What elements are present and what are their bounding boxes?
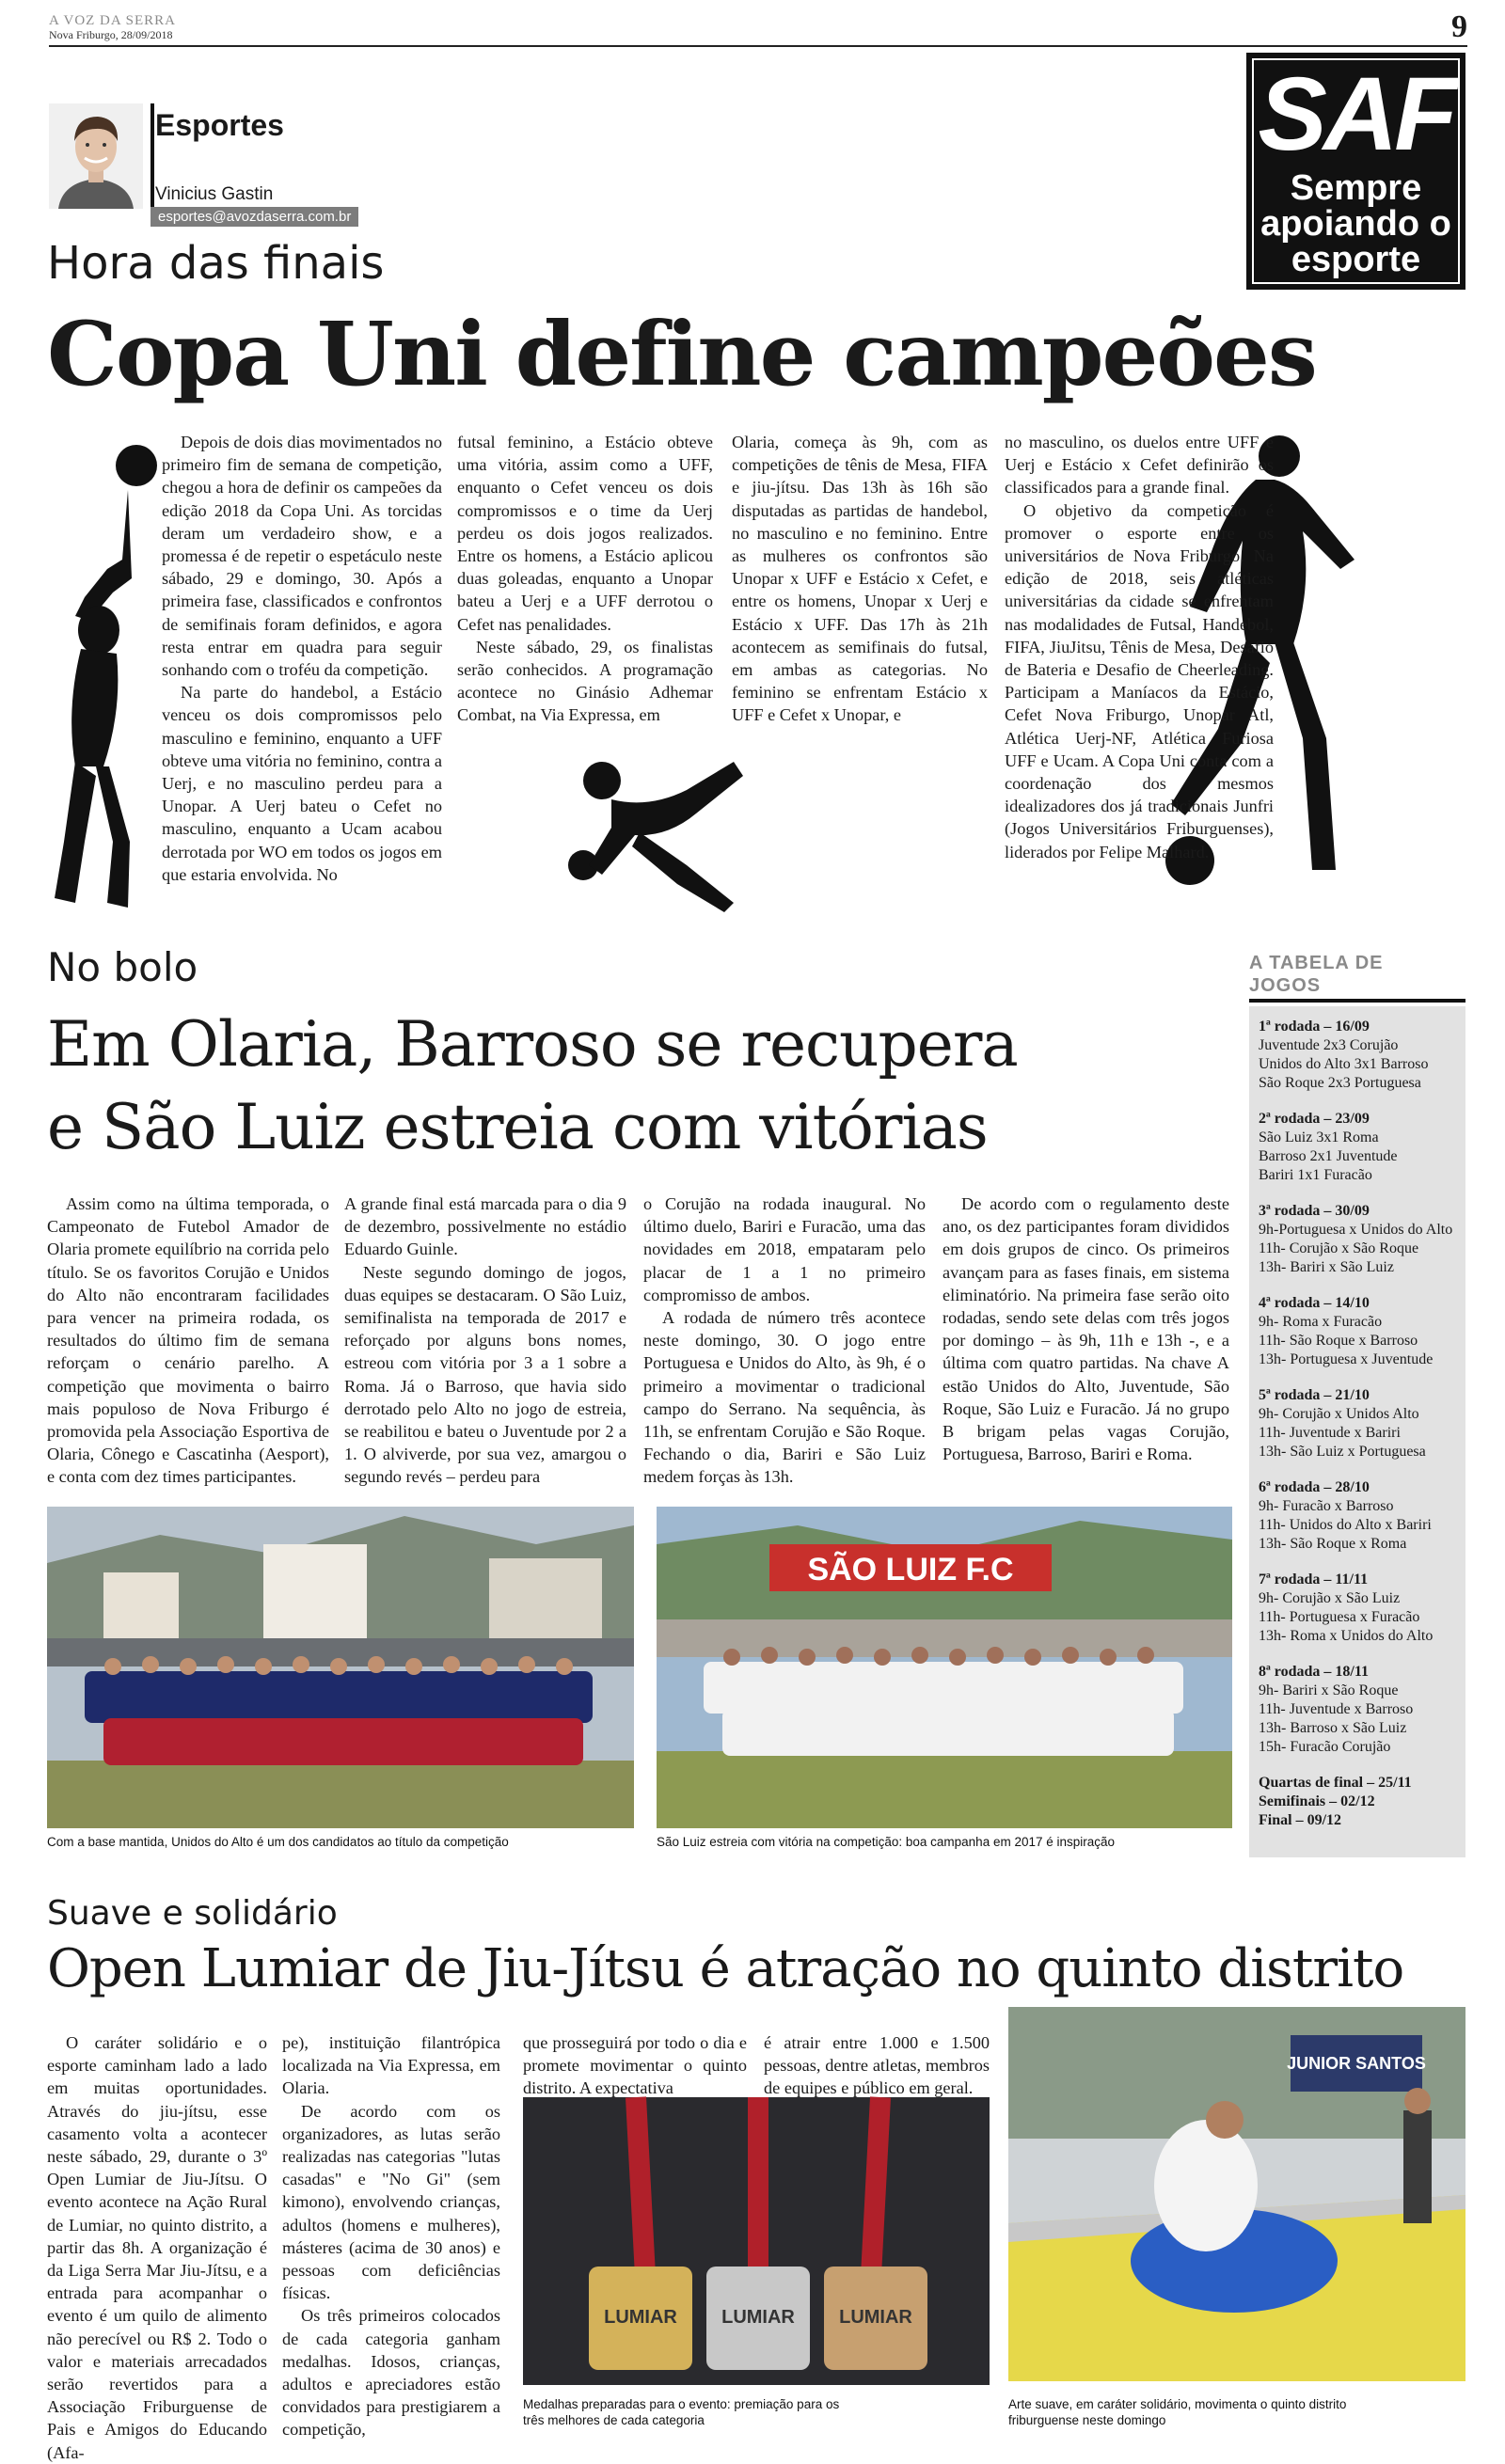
- schedule-table: [1249, 1006, 1465, 1857]
- round-game: 13h- São Luiz x Portuguesa: [1259, 1444, 1426, 1460]
- jiu-jitsu-photo: [1008, 2007, 1465, 2381]
- medals-caption: [523, 2396, 990, 2428]
- schedule-round: [1259, 1294, 1456, 1369]
- story3-paragraph: De acordo com os organizadores, as lutas serão realizadas nas categorias "lutas casadas" e "No Gi" (sem kimono), envolvendo crianças, adultos (homens e mulheres), másteres (acima de 30 anos) e pessoas com deficiências físicas.: [282, 2101, 500, 2303]
- story2-headline-line2: e São Luiz estreia com vitórias: [47, 1091, 988, 1163]
- author-email[interactable]: esportes@avozdaserra.com.br: [150, 207, 358, 227]
- schedule-title-line2: JOGOS: [1249, 975, 1322, 996]
- round-game: 9h- Corujão x São Luiz: [1259, 1590, 1401, 1606]
- medal-gold-text: LUMIAR: [604, 2307, 677, 2328]
- story2-paragraph: De acordo com o regulamento deste ano, os dez participantes foram divididos em dois grupos de cinco. Os primeiros avançam para as fases finais, em sistema eliminatório. Na primeira fase serão oito rodadas, sendo sete delas com três jogos por domingo – às 9h, 11h e 13h -, e a última com quatro partidas. Na chave A estão Unidos do Alto, Juventude, São Roque, São Luiz e Furacão. Já no grupo B brigam pelas vagas Corujão, Portuguesa, Barroso, Bariri e Roma.: [943, 1194, 1229, 1464]
- round-header: 3ª rodada – 30/09: [1259, 1203, 1370, 1219]
- story1-paragraph: Neste sábado, 29, os finalistas serão conhecidos. A programação acontece no Ginásio Adhemar Combat, na Via Expressa, em: [457, 637, 713, 725]
- story1-kicker: Hora das finais: [47, 237, 385, 290]
- medal-bronze-text: LUMIAR: [839, 2307, 912, 2328]
- medals-photo: [523, 2097, 990, 2385]
- story2-column-1: [47, 1193, 329, 1489]
- schedule-rule: [1249, 999, 1465, 1003]
- story2-paragraph: o Corujão na rodada inaugural. No último duelo, Bariri e Furacão, uma das novidades em 2018, empataram pelo placar de 1 a 1 no primeiro compromisso de ambos.: [643, 1194, 926, 1304]
- round-game: 15h- Furacão Corujão: [1259, 1739, 1391, 1755]
- round-game: 11h- Portuguesa x Furacão: [1259, 1609, 1420, 1625]
- schedule-round: [1259, 1663, 1456, 1757]
- round-game: 11h- Corujão x São Roque: [1259, 1240, 1419, 1256]
- story1-column-2: [457, 431, 713, 727]
- story3-headline: Open Lumiar de Jiu-Jítsu é atração no quinto distrito: [47, 1938, 1404, 1999]
- finals-item: Semifinais – 02/12: [1259, 1793, 1375, 1809]
- round-game: São Roque 2x3 Portuguesa: [1259, 1075, 1421, 1091]
- round-game: 11h- Juventude x Bariri: [1259, 1425, 1401, 1441]
- team-photo-sao-luiz: [657, 1507, 1232, 1828]
- schedule-round: [1259, 1478, 1456, 1554]
- story3-paragraph: O caráter solidário e o esporte caminham lado a lado em muitas oportunidades. Através do jiu-jítsu, esse casamento volta a acontecer neste sábado, 29, durante o 3º Open Lumiar de Jiu-Jítsu. O evento acontece na Ação Rural de Lumiar, no quinto distrito, a partir das 8h. A organização é da Liga Serra Mar Jiu-Jítsu, e a entrada para acompanhar o evento é um quilo de alimento não perecível ou R$ 2. Todo o valor e materiais arrecadados serão revertidos para a Associação Friburguense de Pais e Amigos do Educando (Afa-: [47, 2033, 267, 2462]
- story2-paragraph: Assim como na última temporada, o Campeonato de Futebol Amador de Olaria promete equilíbrio na corrida pelo título. Se os favoritos Corujão e Unidos do Alto não encontraram facilidades para vencer na primeira rodada, os resultados do último fim de semana reforçam o cenário parelho. A competição que movimenta o bairro mais populoso de Nova Friburgo é promovida pela Associação Esportiva de Olaria, Cônego e Cascatinha (Aesport), e conta com dez times participantes.: [47, 1194, 329, 1487]
- round-game: 9h- Bariri x São Roque: [1259, 1682, 1399, 1698]
- story1-paragraph: Na parte do handebol, a Estácio venceu os dois compromissos pelo masculino e feminino, enquanto a UFF obteve uma vitória no feminino, contra a Uerj, e no masculino perdeu para a Unopar. A Uerj bateu o Cefet no masculino, enquanto a Ucam acabou derrotada por WO em todos os jogos em que estaria envolvida. No: [162, 683, 442, 884]
- masthead-name: A VOZ DA SERRA: [49, 13, 176, 28]
- schedule-round: [1259, 1018, 1456, 1093]
- round-game: 13h- Roma x Unidos do Alto: [1259, 1628, 1434, 1644]
- jiu-jitsu-caption: [1008, 2396, 1465, 2428]
- round-header: 1ª rodada – 16/09: [1259, 1019, 1370, 1035]
- medals-caption-line2: três melhores de cada categoria: [523, 2413, 705, 2427]
- round-game: 9h- Roma x Furacão: [1259, 1314, 1383, 1330]
- story2-headline-line1: Em Olaria, Barroso se recupera: [47, 1008, 1018, 1081]
- volley-player-silhouette: [546, 724, 762, 922]
- schedule-round: [1259, 1110, 1456, 1185]
- story3-column-1: [47, 2031, 267, 2464]
- schedule-round: [1259, 1571, 1456, 1646]
- round-game: 9h- Furacão x Barroso: [1259, 1498, 1394, 1514]
- round-game: Juventude 2x3 Corujão: [1259, 1037, 1399, 1053]
- round-header: 5ª rodada – 21/10: [1259, 1387, 1370, 1403]
- round-game: Barroso 2x1 Juventude: [1259, 1148, 1398, 1164]
- gym-sign: JUNIOR SANTOS: [1287, 2054, 1426, 2073]
- story2-column-2: [344, 1193, 626, 1489]
- photo-caption-unidos: Com a base mantida, Unidos do Alto é um dos candidatos ao título da competição: [47, 1835, 509, 1849]
- round-game: Unidos do Alto 3x1 Barroso: [1259, 1056, 1429, 1072]
- jiu-jitsu-caption-line2: friburguense neste domingo: [1008, 2413, 1166, 2427]
- story1-column-4: [1005, 431, 1274, 863]
- story3-column-3: [523, 2031, 747, 2100]
- basketball-player-silhouette: [47, 428, 169, 917]
- round-game: 13h- Bariri x São Luiz: [1259, 1259, 1394, 1275]
- round-header: 7ª rodada – 11/11: [1259, 1572, 1369, 1587]
- medal-silver-text: LUMIAR: [721, 2307, 795, 2328]
- sao-luiz-banner: SÃO LUIZ F.C: [807, 1552, 1014, 1587]
- story1-column-1: [162, 431, 442, 886]
- schedule-title: [1249, 952, 1383, 997]
- round-game: 9h-Portuguesa x Unidos do Alto: [1259, 1222, 1453, 1238]
- round-game: 13h- Portuguesa x Juventude: [1259, 1351, 1434, 1367]
- section-rule: [150, 103, 154, 207]
- round-game: 11h- Juventude x Barroso: [1259, 1701, 1414, 1717]
- medals-caption-line1: Medalhas preparadas para o evento: premiação para os: [523, 2397, 840, 2411]
- schedule-title-line1: A TABELA DE: [1249, 953, 1384, 973]
- saf-slogan-3: esporte: [1291, 240, 1421, 279]
- story3-column-4: [764, 2031, 990, 2100]
- story1-column-3: [732, 431, 988, 727]
- story3-kicker: Suave e solidário: [47, 1894, 338, 1933]
- story1-paragraph: O objetivo da competição é promover o esporte entre os universitários de Nova Friburgo. Na edição de 2018, seis atléticas universitárias da cidade se enfrentam nas modalidades de Futsal, Handebol, FIFA, JiuJitsu, Tênis de Mesa, Desafio de Bateria e Desafio de Cheerleading. Participam a Maníacos da Estácio, Cefet Nova Friburgo, Unopar Atl, Atlética Uerj-NF, Atlética Furiosa UFF e Ucam. A Copa Uni conta com a coordenação dos mesmos idealizadores dos já tradicionais Junfri (Jogos Universitários Friburguenses), liderados por Felipe Malhard.: [1005, 500, 1274, 861]
- story2-column-3: [643, 1193, 926, 1489]
- author-avatar: [49, 103, 143, 209]
- round-game: 11h- São Roque x Barroso: [1259, 1333, 1418, 1349]
- round-header: 2ª rodada – 23/09: [1259, 1111, 1370, 1127]
- saf-slogan-1: Sempre: [1290, 168, 1422, 208]
- finals-item: Quartas de final – 25/11: [1259, 1775, 1412, 1791]
- schedule-round: [1259, 1202, 1456, 1277]
- story3-paragraph: pe), instituição filantrópica localizada na Via Expressa, em Olaria.: [282, 2033, 500, 2098]
- round-header: 6ª rodada – 28/10: [1259, 1479, 1370, 1495]
- story3-paragraph: é atrair entre 1.000 e 1.500 pessoas, dentre atletas, membros de equipes e público em geral.: [764, 2033, 990, 2098]
- story2-paragraph: A rodada de número três acontece neste domingo, 30. O jogo entre Portuguesa e Unidos do Alto, às 9h, é o primeiro a movimentar o tradicional campo do Serrano. Na sequência, às 11h, se enfrentam Corujão e São Roque. Fechando o dia, Bariri e São Luiz medem forças às 13h.: [643, 1308, 926, 1487]
- story3-paragraph: que prosseguirá por todo o dia e promete movimentar o quinto distrito. A expectativa: [523, 2033, 747, 2098]
- jiu-jitsu-caption-line1: Arte suave, em caráter solidário, movimenta o quinto distrito: [1008, 2397, 1347, 2411]
- saf-ad[interactable]: [1246, 53, 1465, 290]
- round-game: Bariri 1x1 Furacão: [1259, 1167, 1372, 1183]
- story2-kicker: No bolo: [47, 944, 198, 990]
- story1-paragraph: futsal feminino, a Estácio obteve uma vitória, assim como a UFF, enquanto o Cefet venceu os dois compromissos e o time da Uerj perdeu os dois jogos realizados. Entre os homens, a Estácio aplicou duas goleadas, enquanto a Unopar bateu a Uerj e a UFF derrotou o Cefet nas penalidades.: [457, 433, 713, 634]
- round-header: 8ª rodada – 18/11: [1259, 1664, 1369, 1680]
- round-game: 13h- São Roque x Roma: [1259, 1536, 1407, 1552]
- photo-caption-sao-luiz: São Luiz estreia com vitória na competição: boa campanha em 2017 é inspiração: [657, 1835, 1116, 1849]
- round-game: 13h- Barroso x São Luiz: [1259, 1720, 1407, 1736]
- round-game: 9h- Corujão x Unidos Alto: [1259, 1406, 1419, 1422]
- masthead-date: Nova Friburgo, 28/09/2018: [49, 28, 173, 41]
- story2-paragraph: Neste segundo domingo de jogos, duas equipes se destacaram. O São Luiz, semifinalista na temporada de 2017 e reforçado por alguns bons nomes, estreou com vitória por 3 a 1 sobre a Roma. Já o Barroso, que havia sido derrotado pelo Alto no jogo de estreia, se reabilitou e bateu o Juventude por 2 a 1. O alviverde, por sua vez, amargou o segundo revés – perdeu para: [344, 1262, 626, 1487]
- story1-paragraph: no masculino, os duelos entre UFF e Uerj e Estácio x Cefet definirão os classificados para a grande final.: [1005, 433, 1274, 498]
- story3-paragraph: Os três primeiros colocados de cada categoria ganham medalhas. Idosos, crianças, adultos e apreciadores estão convidados para prestigiarem a competição,: [282, 2306, 500, 2440]
- finals-item: Final – 09/12: [1259, 1812, 1342, 1828]
- story3-column-2: [282, 2031, 500, 2441]
- saf-logo: SAF: [1258, 56, 1454, 172]
- round-header: 4ª rodada – 14/10: [1259, 1295, 1370, 1311]
- story1-paragraph: Depois de dois dias movimentados no primeiro fim de semana de competição, chegou a hora de definir os campeões da edição 2018 da Copa Uni. As torcidas deram um verdadeiro show, e a promessa é de repetir o espetáculo neste sábado, 29 e domingo, 30. Após a primeira fase, classificados e confrontos de semifinais foram definidos, e agora resta entrar em quadra para seguir sonhando com o troféu da competição.: [162, 433, 442, 680]
- saf-slogan-2: apoiando o: [1260, 204, 1451, 244]
- schedule-round: [1259, 1386, 1456, 1461]
- round-game: 11h- Unidos do Alto x Bariri: [1259, 1517, 1432, 1533]
- author-name: Vinicius Gastin: [155, 184, 274, 204]
- story1-headline: Copa Uni define campeões: [47, 303, 1316, 406]
- story1-paragraph: Olaria, começa às 9h, com as competições de tênis de Mesa, FIFA e jiu-jítsu. Das 13h às 16h são disputadas as partidas de handebol, no masculino e no feminino. Entre as mulheres os confrontos são Unopar x UFF e Estácio x Cefet, e entre os homens, Unopar x Uerj e Estácio x UFF. Das 17h às 21h acontecem as semifinais do futsal, em ambas as categorias. No feminino se enfrentam Estácio x UFF e Cefet x Unopar, e: [732, 433, 988, 725]
- round-game: São Luiz 3x1 Roma: [1259, 1129, 1379, 1145]
- top-rule: [49, 45, 1467, 47]
- finals-schedule: [1259, 1774, 1456, 1830]
- story2-column-4: [943, 1193, 1229, 1465]
- section-title: Esportes: [155, 108, 284, 142]
- page-number: 9: [1451, 9, 1467, 44]
- team-photo-unidos-do-alto: [47, 1507, 634, 1828]
- story2-paragraph: A grande final está marcada para o dia 9 de dezembro, possivelmente no estádio Eduardo Guinle.: [344, 1194, 626, 1259]
